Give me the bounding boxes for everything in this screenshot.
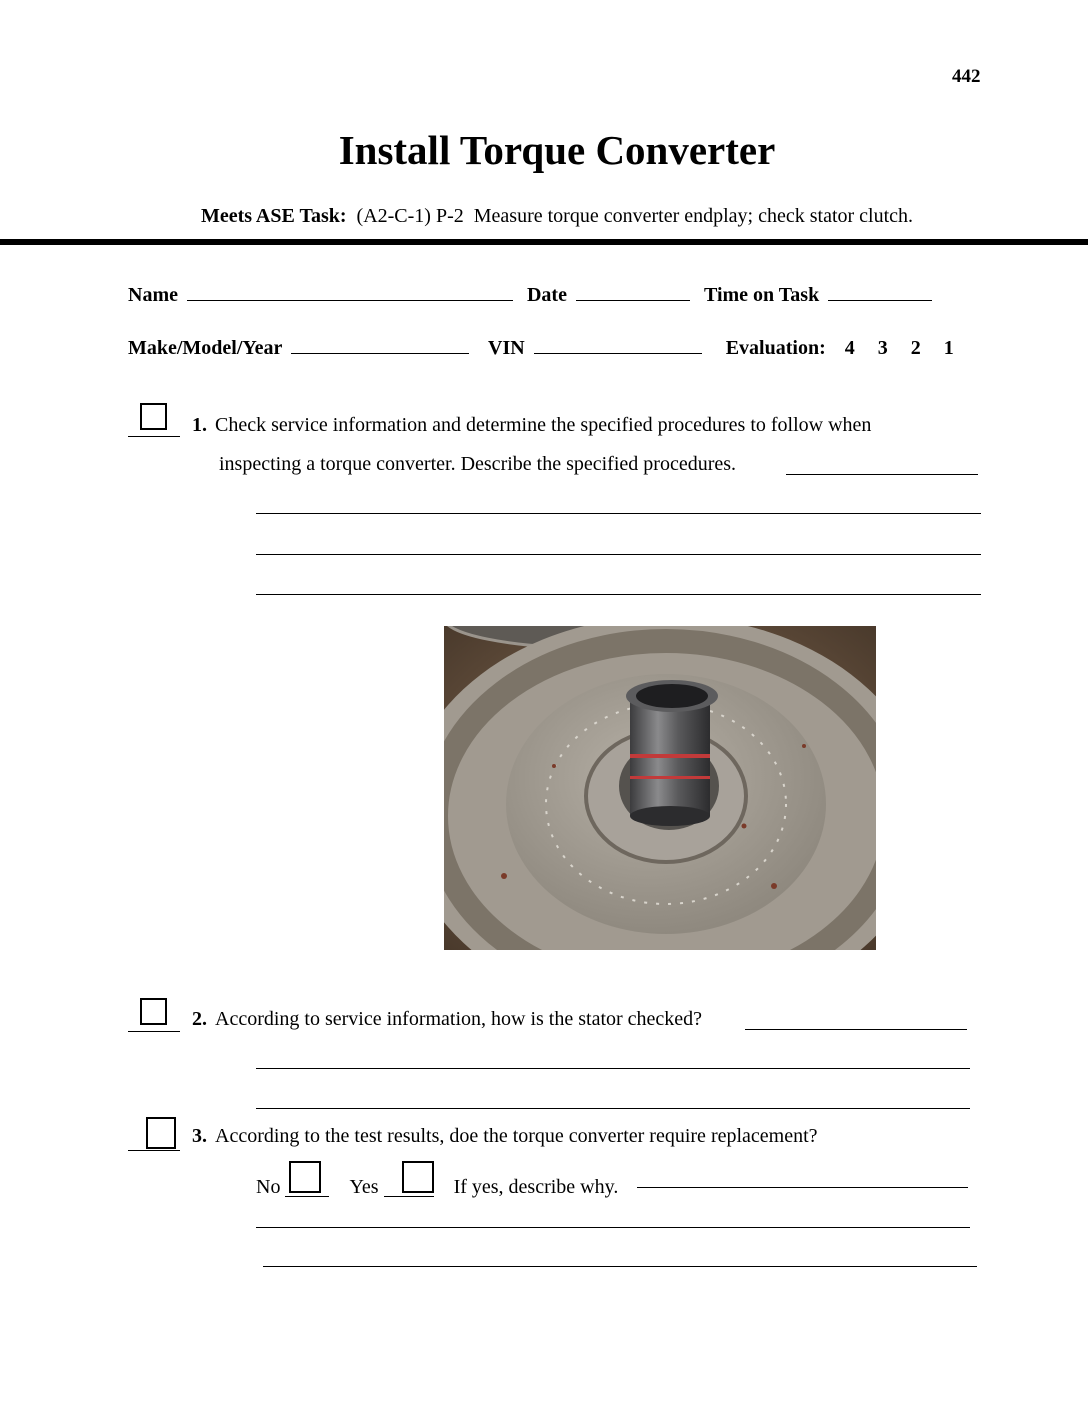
- time-on-task-field[interactable]: [828, 282, 932, 301]
- question-3-answer-line-1[interactable]: [256, 1227, 970, 1228]
- checkbox-square: [402, 1161, 434, 1193]
- make-model-year-field[interactable]: [291, 335, 469, 354]
- page-title: Install Torque Converter: [338, 127, 776, 173]
- vin-field[interactable]: [534, 335, 702, 354]
- torque-converter-photo: [444, 626, 876, 950]
- time-on-task-label: Time on Task: [703, 284, 820, 306]
- question-2-answer-line-2[interactable]: [256, 1108, 970, 1109]
- no-label: No: [256, 1176, 281, 1198]
- info-row-vehicle: [128, 335, 954, 360]
- question-1-answer-line-2[interactable]: [256, 554, 981, 555]
- make-model-year-label: Make/Model/Year: [128, 337, 283, 359]
- question-3-options: [256, 1167, 618, 1197]
- evaluation-score-2[interactable]: 2: [910, 337, 921, 359]
- checkbox-square: [140, 403, 167, 430]
- question-3-checkbox[interactable]: [128, 1117, 180, 1151]
- evaluation-score-1[interactable]: 1: [943, 337, 954, 359]
- question-3-answer-line-0[interactable]: [637, 1187, 968, 1188]
- ase-task-code: (A2-C-1) P-2: [356, 205, 464, 227]
- ase-task-description: Measure torque converter endplay; check stator clutch.: [473, 205, 914, 227]
- question-2-number: 2.: [192, 1008, 207, 1030]
- checkbox-underline: [128, 1150, 180, 1151]
- checkbox-square: [289, 1161, 321, 1193]
- question-1-answer-line-0[interactable]: [786, 474, 978, 475]
- date-field[interactable]: [576, 282, 690, 301]
- question-3-answer-line-2[interactable]: [263, 1266, 977, 1267]
- question-2-checkbox[interactable]: [128, 998, 180, 1032]
- question-1-checkbox[interactable]: [128, 403, 180, 437]
- evaluation-score-4[interactable]: 4: [844, 337, 855, 359]
- torque-converter-illustration: [444, 626, 876, 950]
- checkbox-underline: [285, 1196, 329, 1197]
- page-number: 442: [952, 66, 981, 87]
- checkbox-square: [140, 998, 167, 1025]
- no-checkbox[interactable]: [285, 1167, 329, 1197]
- question-1-number: 1.: [192, 414, 207, 436]
- evaluation-score-3[interactable]: 3: [877, 337, 888, 359]
- question-3-line-1: [192, 1126, 818, 1146]
- question-1-text-2: inspecting a torque converter. Describe the specified procedures.: [219, 453, 737, 475]
- question-3-number: 3.: [192, 1125, 207, 1147]
- ase-task-line: [0, 205, 1088, 228]
- question-2-answer-line-0[interactable]: [745, 1029, 967, 1030]
- question-2-line-1: [192, 1009, 702, 1029]
- checkbox-underline: [384, 1196, 434, 1197]
- info-row-name: [128, 282, 936, 307]
- checkbox-underline: [128, 436, 180, 437]
- date-label: Date: [526, 284, 567, 306]
- ase-task-label: Meets ASE Task:: [200, 205, 347, 227]
- question-1-answer-line-1[interactable]: [256, 513, 981, 514]
- yes-checkbox[interactable]: [384, 1167, 434, 1197]
- if-yes-label: If yes, describe why.: [453, 1176, 619, 1198]
- question-1-text-1: Check service information and determine the specified procedures to follow when: [215, 414, 872, 436]
- question-1-line-1: [192, 415, 871, 435]
- question-2-answer-line-1[interactable]: [256, 1068, 970, 1069]
- question-1-line-2: [219, 454, 736, 474]
- question-1-answer-line-3[interactable]: [256, 594, 981, 595]
- checkbox-underline: [128, 1031, 180, 1032]
- checkbox-square: [146, 1117, 176, 1149]
- name-label: Name: [128, 284, 178, 306]
- question-2-text-1: According to service information, how is the stator checked?: [215, 1008, 703, 1030]
- question-3-text-1: According to the test results, doe the torque converter require replacement?: [215, 1125, 818, 1147]
- yes-label: Yes: [349, 1176, 379, 1198]
- evaluation-label: Evaluation:: [725, 337, 826, 359]
- name-field[interactable]: [187, 282, 513, 301]
- vin-label: VIN: [488, 337, 525, 359]
- header-divider: [0, 239, 1088, 245]
